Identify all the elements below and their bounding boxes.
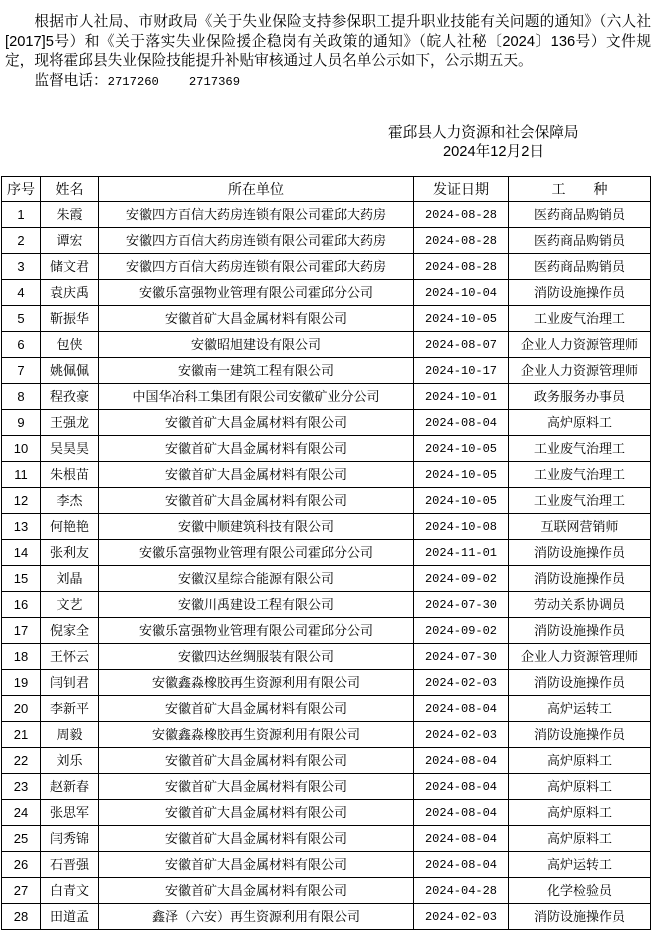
table-row xyxy=(2,878,651,904)
cell-job: 企业人力资源管理师 xyxy=(509,332,651,358)
cell-unit: 安徽首矿大昌金属材料有限公司 xyxy=(99,800,414,826)
cell-job: 劳动关系协调员 xyxy=(509,592,651,618)
cell-serial: 28 xyxy=(2,904,41,930)
table-row xyxy=(2,384,651,410)
cell-job: 医药商品购销员 xyxy=(509,228,651,254)
cell-serial: 12 xyxy=(2,488,41,514)
cell-serial: 8 xyxy=(2,384,41,410)
table-row xyxy=(2,800,651,826)
table-row xyxy=(2,696,651,722)
cell-job: 消防设施操作员 xyxy=(509,670,651,696)
header-date: 发证日期 xyxy=(414,177,509,202)
cell-unit: 安徽鑫淼橡胶再生资源利用有限公司 xyxy=(99,670,414,696)
cell-job: 工业废气治理工 xyxy=(509,462,651,488)
cell-name: 储文君 xyxy=(41,254,99,280)
cell-date: 2024-08-04 xyxy=(414,852,509,878)
cell-date: 2024-08-07 xyxy=(414,332,509,358)
cell-serial: 24 xyxy=(2,800,41,826)
table-row xyxy=(2,644,651,670)
cell-date: 2024-08-28 xyxy=(414,228,509,254)
cell-serial: 6 xyxy=(2,332,41,358)
table-row xyxy=(2,722,651,748)
cell-unit: 安徽首矿大昌金属材料有限公司 xyxy=(99,878,414,904)
cell-date: 2024-10-05 xyxy=(414,488,509,514)
cell-name: 李杰 xyxy=(41,488,99,514)
cell-name: 倪家全 xyxy=(41,618,99,644)
cell-job: 高炉原料工 xyxy=(509,800,651,826)
cell-unit: 安徽首矿大昌金属材料有限公司 xyxy=(99,410,414,436)
cell-name: 姚佩佩 xyxy=(41,358,99,384)
cell-unit: 安徽乐富强物业管理有限公司霍邱分公司 xyxy=(99,618,414,644)
cell-date: 2024-02-03 xyxy=(414,904,509,930)
cell-name: 闫钊君 xyxy=(41,670,99,696)
cell-date: 2024-02-03 xyxy=(414,722,509,748)
cell-unit: 安徽昭旭建设有限公司 xyxy=(99,332,414,358)
cell-job: 企业人力资源管理师 xyxy=(509,358,651,384)
cell-unit: 安徽四方百信大药房连锁有限公司霍邱大药房 xyxy=(99,228,414,254)
cell-job: 消防设施操作员 xyxy=(509,722,651,748)
table-row xyxy=(2,436,651,462)
cell-serial: 26 xyxy=(2,852,41,878)
cell-name: 程孜豪 xyxy=(41,384,99,410)
cell-unit: 中国华冶科工集团有限公司安徽矿业分公司 xyxy=(99,384,414,410)
cell-name: 赵新春 xyxy=(41,774,99,800)
cell-date: 2024-11-01 xyxy=(414,540,509,566)
cell-name: 李新平 xyxy=(41,696,99,722)
cell-name: 石晋强 xyxy=(41,852,99,878)
cell-job: 化学检验员 xyxy=(509,878,651,904)
cell-unit: 安徽川禹建设工程有限公司 xyxy=(99,592,414,618)
cell-date: 2024-07-30 xyxy=(414,644,509,670)
cell-job: 企业人力资源管理师 xyxy=(509,644,651,670)
cell-serial: 21 xyxy=(2,722,41,748)
cell-date: 2024-10-05 xyxy=(414,436,509,462)
header-job: 工 种 xyxy=(509,177,651,202)
cell-job: 消防设施操作员 xyxy=(509,618,651,644)
cell-serial: 5 xyxy=(2,306,41,332)
cell-date: 2024-08-04 xyxy=(414,748,509,774)
cell-date: 2024-09-02 xyxy=(414,566,509,592)
table-row xyxy=(2,566,651,592)
cell-unit: 安徽南一建筑工程有限公司 xyxy=(99,358,414,384)
cell-name: 王怀云 xyxy=(41,644,99,670)
cell-job: 消防设施操作员 xyxy=(509,904,651,930)
cell-date: 2024-10-05 xyxy=(414,462,509,488)
cell-serial: 17 xyxy=(2,618,41,644)
table-row xyxy=(2,852,651,878)
cell-unit: 安徽乐富强物业管理有限公司霍邱分公司 xyxy=(99,540,414,566)
table-row xyxy=(2,592,651,618)
roster-table-body xyxy=(2,202,651,930)
cell-name: 谭宏 xyxy=(41,228,99,254)
cell-unit: 安徽中顺建筑科技有限公司 xyxy=(99,514,414,540)
cell-name: 吴昊昊 xyxy=(41,436,99,462)
cell-date: 2024-08-04 xyxy=(414,800,509,826)
hotline-label: 监督电话： xyxy=(34,72,108,89)
cell-job: 高炉原料工 xyxy=(509,774,651,800)
cell-unit: 安徽首矿大昌金属材料有限公司 xyxy=(99,436,414,462)
issue-date: 2024年12月2日 xyxy=(443,144,545,160)
cell-job: 消防设施操作员 xyxy=(509,280,651,306)
cell-job: 高炉运转工 xyxy=(509,696,651,722)
cell-unit: 安徽首矿大昌金属材料有限公司 xyxy=(99,826,414,852)
cell-date: 2024-04-28 xyxy=(414,878,509,904)
table-row xyxy=(2,228,651,254)
table-row xyxy=(2,826,651,852)
cell-serial: 20 xyxy=(2,696,41,722)
table-row xyxy=(2,358,651,384)
cell-serial: 27 xyxy=(2,878,41,904)
header-name: 姓名 xyxy=(41,177,99,202)
cell-unit: 安徽乐富强物业管理有限公司霍邱分公司 xyxy=(99,280,414,306)
cell-name: 田道孟 xyxy=(41,904,99,930)
hotline-number-2: 2717369 xyxy=(188,74,241,89)
cell-date: 2024-10-17 xyxy=(414,358,509,384)
cell-serial: 11 xyxy=(2,462,41,488)
table-row xyxy=(2,332,651,358)
table-row xyxy=(2,670,651,696)
cell-name: 刘晶 xyxy=(41,566,99,592)
cell-name: 张利友 xyxy=(41,540,99,566)
cell-date: 2024-10-08 xyxy=(414,514,509,540)
cell-date: 2024-10-01 xyxy=(414,384,509,410)
table-row xyxy=(2,410,651,436)
cell-unit: 安徽首矿大昌金属材料有限公司 xyxy=(99,774,414,800)
cell-serial: 7 xyxy=(2,358,41,384)
cell-serial: 3 xyxy=(2,254,41,280)
cell-job: 医药商品购销员 xyxy=(509,202,651,228)
cell-unit: 鑫泽（六安）再生资源利用有限公司 xyxy=(99,904,414,930)
table-row xyxy=(2,254,651,280)
cell-job: 消防设施操作员 xyxy=(509,566,651,592)
cell-name: 王强龙 xyxy=(41,410,99,436)
table-row xyxy=(2,306,651,332)
header-unit: 所在单位 xyxy=(99,177,414,202)
table-row xyxy=(2,280,651,306)
table-row xyxy=(2,774,651,800)
table-row xyxy=(2,904,651,930)
cell-unit: 安徽鑫淼橡胶再生资源利用有限公司 xyxy=(99,722,414,748)
cell-unit: 安徽首矿大昌金属材料有限公司 xyxy=(99,696,414,722)
cell-date: 2024-02-03 xyxy=(414,670,509,696)
cell-name: 何艳艳 xyxy=(41,514,99,540)
cell-date: 2024-08-28 xyxy=(414,254,509,280)
table-row xyxy=(2,748,651,774)
cell-job: 工业废气治理工 xyxy=(509,436,651,462)
cell-serial: 18 xyxy=(2,644,41,670)
cell-serial: 10 xyxy=(2,436,41,462)
cell-date: 2024-08-04 xyxy=(414,410,509,436)
cell-unit: 安徽四方百信大药房连锁有限公司霍邱大药房 xyxy=(99,254,414,280)
cell-job: 工业废气治理工 xyxy=(509,488,651,514)
issuer-name: 霍邱县人力资源和社会保障局 xyxy=(388,125,579,141)
cell-serial: 19 xyxy=(2,670,41,696)
cell-serial: 15 xyxy=(2,566,41,592)
cell-serial: 1 xyxy=(2,202,41,228)
cell-name: 朱根苗 xyxy=(41,462,99,488)
cell-name: 袁庆禹 xyxy=(41,280,99,306)
notice-intro xyxy=(5,13,651,92)
cell-date: 2024-08-04 xyxy=(414,696,509,722)
table-row xyxy=(2,488,651,514)
cell-date: 2024-08-28 xyxy=(414,202,509,228)
cell-name: 靳振华 xyxy=(41,306,99,332)
cell-date: 2024-10-05 xyxy=(414,306,509,332)
hotline-number-1: 2717260 xyxy=(107,74,159,89)
cell-name: 朱霞 xyxy=(41,202,99,228)
cell-job: 政务服务办事员 xyxy=(509,384,651,410)
cell-job: 消防设施操作员 xyxy=(509,540,651,566)
table-row xyxy=(2,618,651,644)
cell-unit: 安徽首矿大昌金属材料有限公司 xyxy=(99,748,414,774)
cell-serial: 9 xyxy=(2,410,41,436)
cell-name: 闫秀锦 xyxy=(41,826,99,852)
table-row xyxy=(2,462,651,488)
cell-unit: 安徽四达丝绸服装有限公司 xyxy=(99,644,414,670)
cell-serial: 25 xyxy=(2,826,41,852)
cell-name: 周毅 xyxy=(41,722,99,748)
cell-job: 高炉原料工 xyxy=(509,748,651,774)
cell-unit: 安徽四方百信大药房连锁有限公司霍邱大药房 xyxy=(99,202,414,228)
cell-serial: 2 xyxy=(2,228,41,254)
cell-job: 高炉运转工 xyxy=(509,852,651,878)
cell-name: 白青文 xyxy=(41,878,99,904)
roster-table xyxy=(1,176,651,930)
cell-serial: 22 xyxy=(2,748,41,774)
cell-serial: 13 xyxy=(2,514,41,540)
cell-date: 2024-10-04 xyxy=(414,280,509,306)
table-row xyxy=(2,202,651,228)
cell-serial: 16 xyxy=(2,592,41,618)
cell-name: 刘乐 xyxy=(41,748,99,774)
cell-date: 2024-07-30 xyxy=(414,592,509,618)
cell-unit: 安徽首矿大昌金属材料有限公司 xyxy=(99,488,414,514)
table-header-row xyxy=(2,177,651,202)
cell-serial: 23 xyxy=(2,774,41,800)
table-row xyxy=(2,540,651,566)
cell-unit: 安徽首矿大昌金属材料有限公司 xyxy=(99,306,414,332)
cell-job: 互联网营销师 xyxy=(509,514,651,540)
cell-job: 高炉原料工 xyxy=(509,826,651,852)
cell-job: 医药商品购销员 xyxy=(509,254,651,280)
cell-serial: 14 xyxy=(2,540,41,566)
cell-job: 工业废气治理工 xyxy=(509,306,651,332)
supervision-hotline xyxy=(5,72,651,93)
header-serial: 序号 xyxy=(2,177,41,202)
intro-paragraph: 根据市人社局、市财政局《关于失业保险支持参保职工提升职业技能有关问题的通知》（六人社[2017]5号）和《关于落实失业保险援企稳岗有关政策的通知》（皖人社秘〔2024〕136号）文件规定，现将霍邱县失业保险技能提升补贴审核通过人员名单公示如下，公示期五天。 xyxy=(5,14,651,69)
cell-date: 2024-08-04 xyxy=(414,826,509,852)
cell-unit: 安徽首矿大昌金属材料有限公司 xyxy=(99,852,414,878)
cell-name: 张思军 xyxy=(41,800,99,826)
cell-name: 包侠 xyxy=(41,332,99,358)
cell-job: 高炉原料工 xyxy=(509,410,651,436)
cell-date: 2024-08-04 xyxy=(414,774,509,800)
cell-date: 2024-09-02 xyxy=(414,618,509,644)
cell-name: 文艺 xyxy=(41,592,99,618)
cell-serial: 4 xyxy=(2,280,41,306)
cell-unit: 安徽首矿大昌金属材料有限公司 xyxy=(99,462,414,488)
cell-unit: 安徽汉星综合能源有限公司 xyxy=(99,566,414,592)
table-row xyxy=(2,514,651,540)
